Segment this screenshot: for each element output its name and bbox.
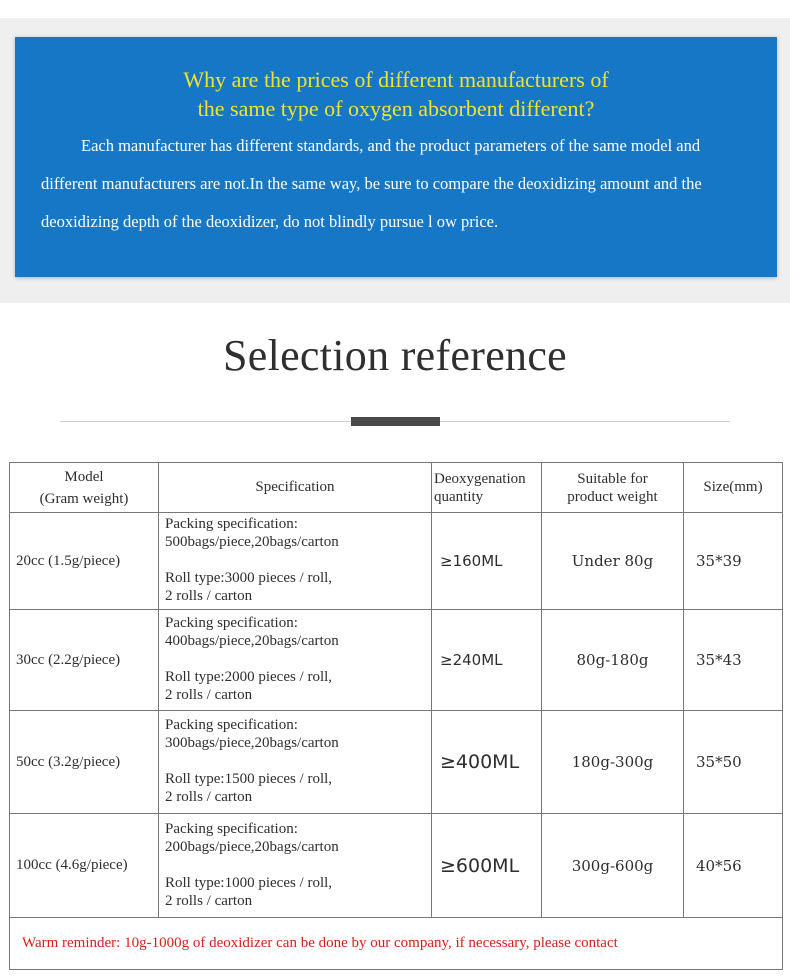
header-deoxygenation	[432, 463, 542, 513]
cell-model: 30cc (2.2g/piece)	[10, 610, 159, 711]
table-row	[10, 814, 783, 918]
spec-line: Packing specification:	[165, 615, 298, 631]
cell-size: 35*50	[684, 711, 783, 814]
cell-model: 100cc (4.6g/piece)	[10, 814, 159, 918]
cell-model: 50cc (3.2g/piece)	[10, 711, 159, 814]
spec-line: 400bags/piece,20bags/carton	[165, 633, 339, 649]
cell-suitable-weight: Under 80g	[542, 513, 684, 610]
cell-suitable-weight: 300g-600g	[542, 814, 684, 918]
header-suitable-line2: product weight	[567, 488, 658, 505]
header-specification: Specification	[159, 463, 432, 513]
notice-title-line2: the same type of oxygen absorbent different?	[197, 96, 595, 121]
cell-specification	[159, 513, 432, 610]
header-size: Size(mm)	[684, 463, 783, 513]
cell-size: 35*39	[684, 513, 783, 610]
spec-line: Packing specification:	[165, 820, 298, 837]
cell-specification	[159, 814, 432, 918]
spec-line: 200bags/piece,20bags/carton	[165, 838, 339, 855]
reminder-row	[10, 918, 783, 970]
section-divider-accent	[351, 417, 440, 426]
header-model-line1: Model	[64, 468, 104, 485]
spec-line: 300bags/piece,20bags/carton	[165, 735, 339, 751]
spec-line: 2 rolls / carton	[165, 892, 253, 909]
cell-deoxygenation: ≥600ML	[432, 814, 542, 918]
cell-deoxygenation: ≥400ML	[432, 711, 542, 814]
header-deox-line1: Deoxygenation	[434, 470, 526, 487]
spec-line: Roll type:2000 pieces / roll,	[165, 669, 333, 685]
cell-suitable-weight: 180g-300g	[542, 711, 684, 814]
notice-title-line1: Why are the prices of different manufacturers of	[183, 67, 609, 92]
header-model	[10, 463, 159, 513]
spec-line: 2 rolls / carton	[165, 588, 253, 604]
spec-line: 500bags/piece,20bags/carton	[165, 534, 339, 550]
spec-line: 2 rolls / carton	[165, 687, 253, 703]
cell-specification	[159, 610, 432, 711]
spec-line: Packing specification:	[165, 516, 298, 532]
header-suitable-weight	[542, 463, 684, 513]
notice-box	[15, 37, 777, 277]
cell-suitable-weight: 80g-180g	[542, 610, 684, 711]
warm-reminder: Warm reminder: 10g-1000g of deoxidizer can be done by our company, if necessary, please contact	[10, 918, 783, 970]
table-row	[10, 513, 783, 610]
notice-body: Each manufacturer has different standards, and the product parameters of the same model and different manufacturers are not.In the same way, be sure to compare the deoxidizing amount and the deoxidizing depth of the deoxidizer, do not blindly pursue l ow price.	[41, 136, 702, 231]
cell-specification	[159, 711, 432, 814]
table-row	[10, 711, 783, 814]
table-row	[10, 610, 783, 711]
selection-table	[9, 462, 783, 970]
section-title: Selection reference	[222, 331, 568, 380]
header-suitable-line1: Suitable for	[577, 470, 648, 487]
cell-size: 40*56	[684, 814, 783, 918]
cell-model: 20cc (1.5g/piece)	[10, 513, 159, 610]
spec-line: Packing specification:	[165, 717, 298, 733]
spec-line: 2 rolls / carton	[165, 789, 253, 805]
cell-size: 35*43	[684, 610, 783, 711]
spec-line: Roll type:3000 pieces / roll,	[165, 570, 333, 586]
cell-deoxygenation: ≥240ML	[432, 610, 542, 711]
spec-line: Roll type:1500 pieces / roll,	[165, 771, 333, 787]
cell-deoxygenation: ≥160ML	[432, 513, 542, 610]
header-model-line2: (Gram weight)	[39, 490, 129, 507]
notice-title	[15, 65, 777, 123]
header-deox-line2: quantity	[434, 488, 484, 505]
table-header-row	[10, 463, 783, 513]
spec-line: Roll type:1000 pieces / roll,	[165, 874, 333, 891]
